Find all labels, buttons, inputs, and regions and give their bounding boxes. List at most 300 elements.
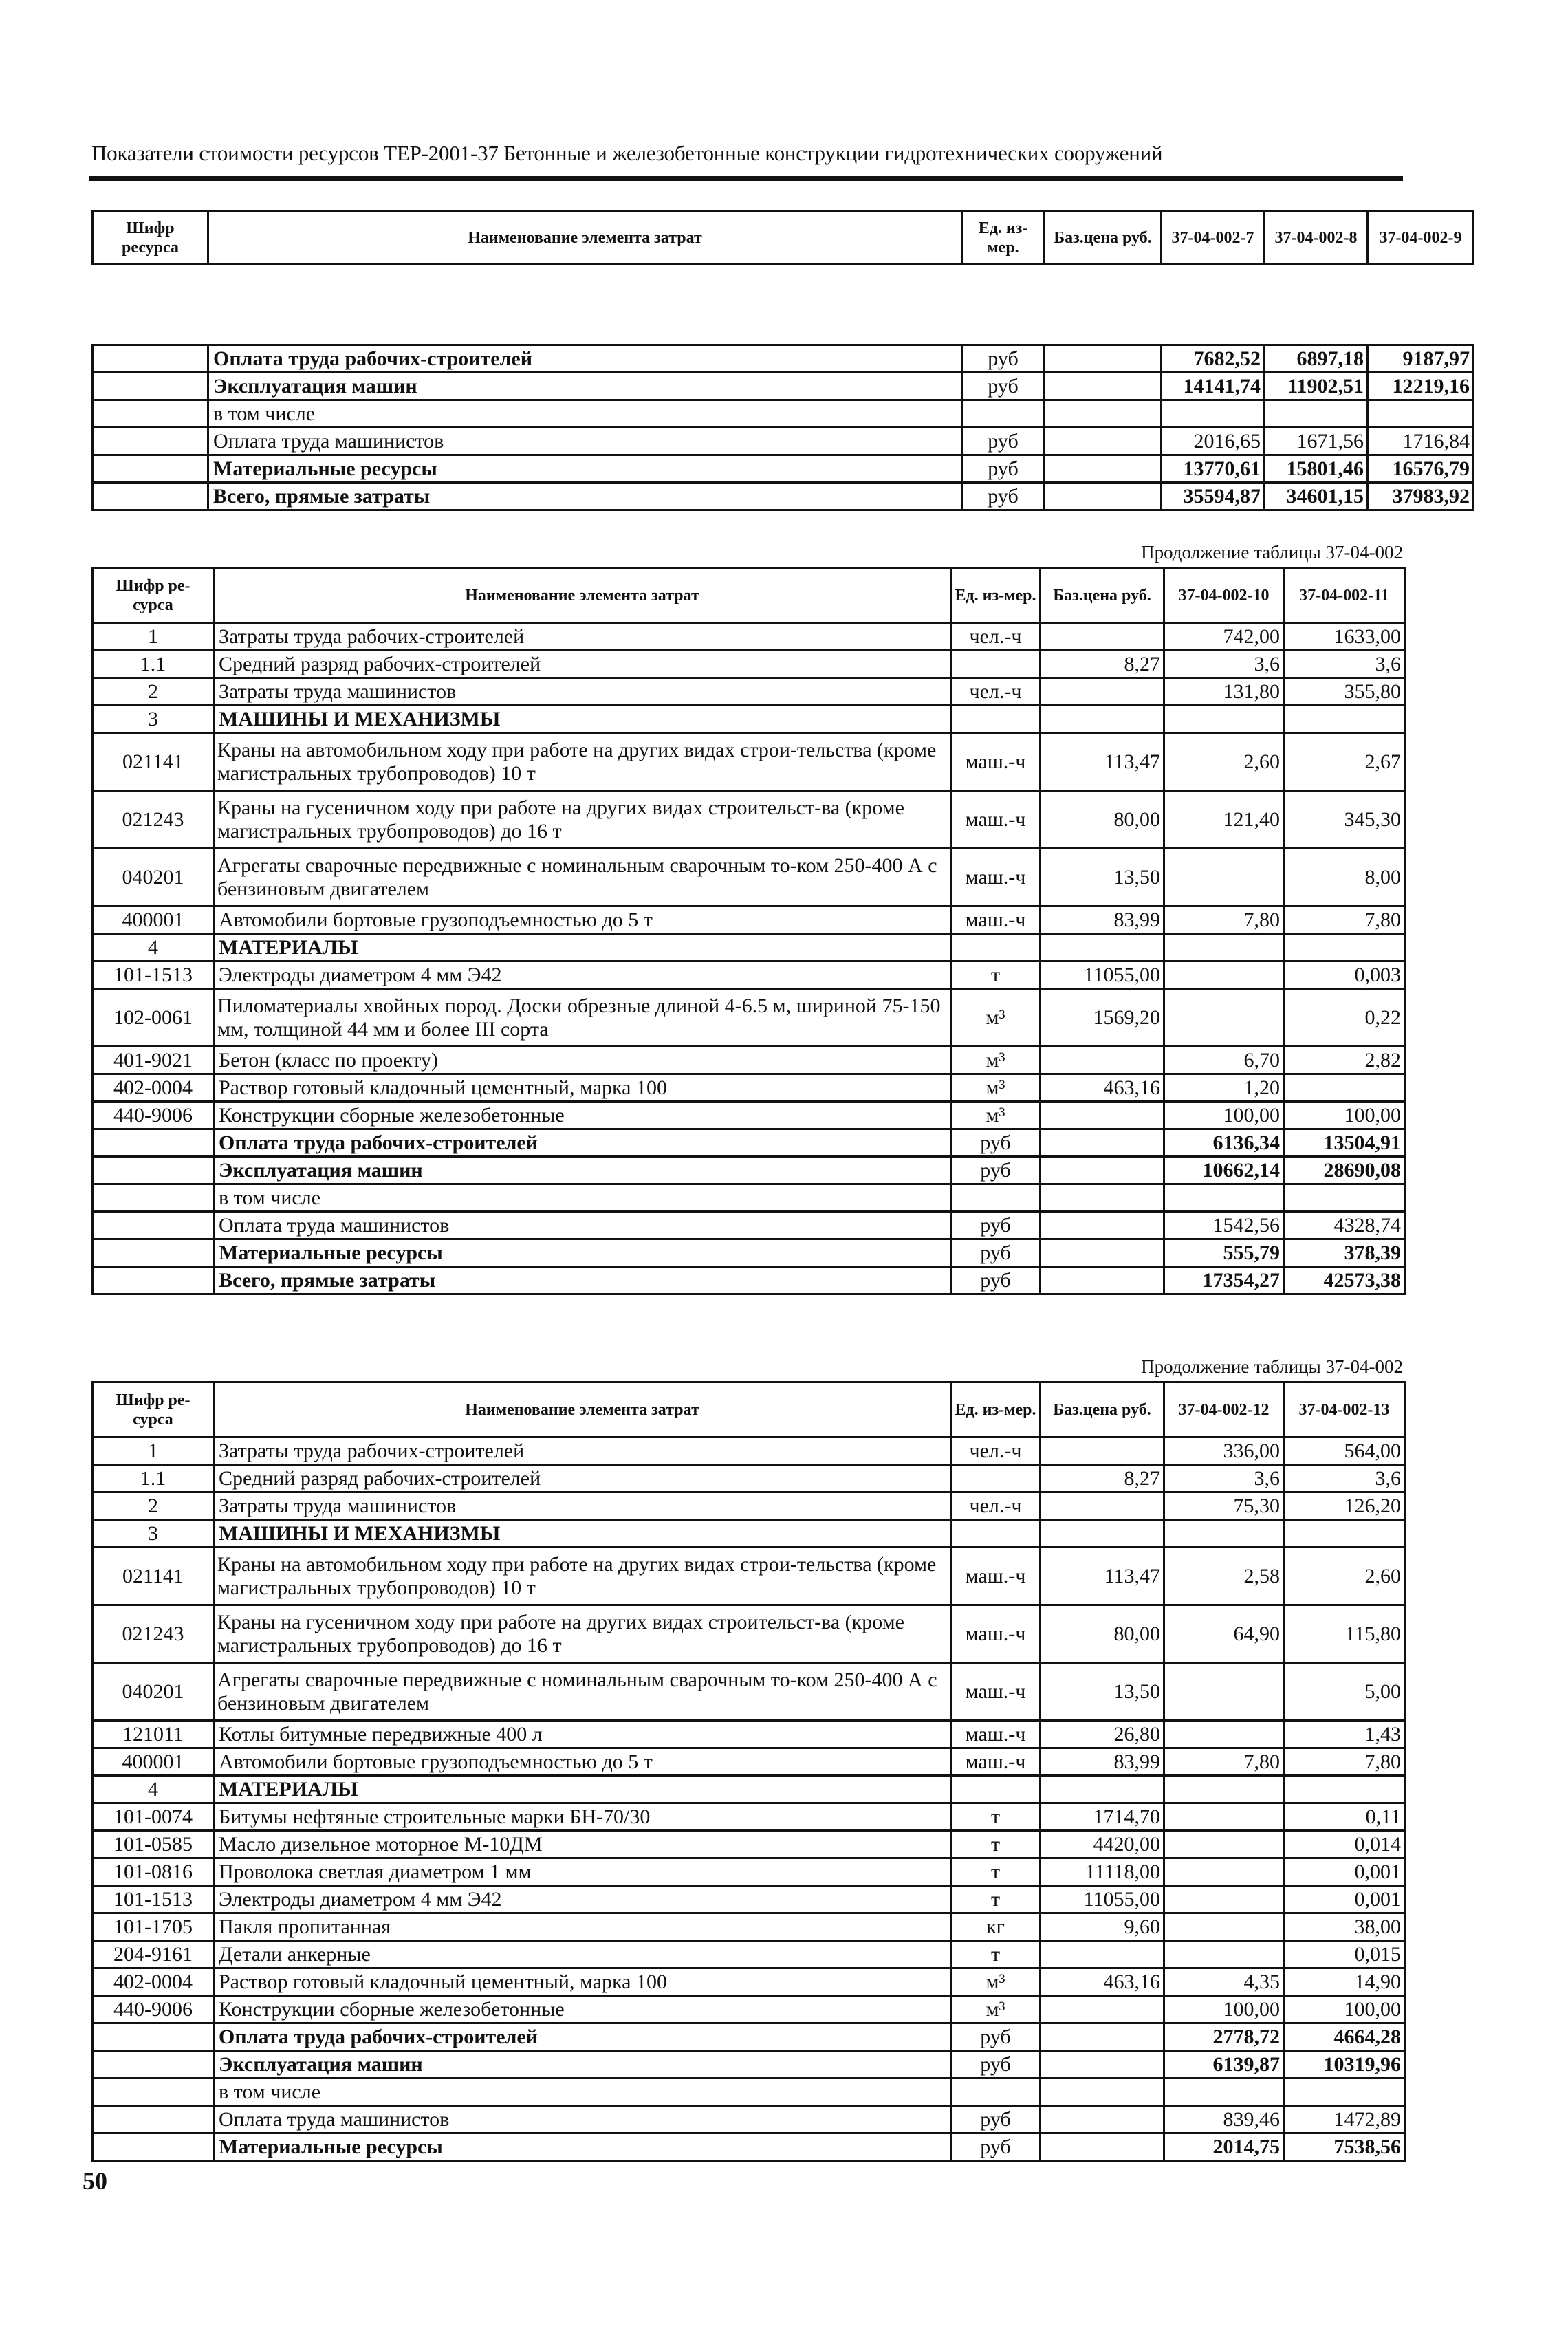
cell-unit (951, 706, 1041, 733)
cell-value-1 (1164, 1721, 1284, 1748)
cell-value-2: 7,80 (1284, 906, 1405, 934)
cell-value-1 (1164, 1520, 1284, 1547)
cell-unit: м³ (951, 1047, 1041, 1074)
cell-name: Средний разряд рабочих-строителей (214, 1465, 951, 1492)
cell-code: 1.1 (93, 1465, 214, 1492)
table-row (93, 1520, 1405, 1547)
cell-base (1045, 483, 1162, 510)
cell-value-2: 14,90 (1284, 1968, 1405, 1996)
cell-unit: т (951, 1831, 1041, 1858)
cell-value-2: 126,20 (1284, 1492, 1405, 1520)
cell-name: Электроды диаметром 4 мм Э42 (214, 962, 951, 989)
cell-code: 101-1513 (93, 1886, 214, 1913)
cell-code: 040201 (93, 849, 214, 906)
cell-name: Пакля пропитанная (214, 1913, 951, 1941)
cell-unit: м³ (951, 1996, 1041, 2023)
cell-value-2: 6897,18 (1265, 345, 1368, 373)
table-row (93, 1437, 1405, 1465)
cell-unit (951, 1520, 1041, 1547)
cell-unit: маш.-ч (951, 1748, 1041, 1776)
cell-value-2: 4328,74 (1284, 1212, 1405, 1239)
table-row (93, 483, 1474, 510)
cell-code (93, 483, 208, 510)
table-row (93, 733, 1405, 791)
cell-value-3 (1368, 400, 1474, 428)
cell-code (93, 1184, 214, 1212)
cell-code: 1 (93, 1437, 214, 1465)
cell-base (1041, 1492, 1164, 1520)
cell-base (1041, 1157, 1164, 1184)
cell-name: Оплата труда машинистов (214, 1212, 951, 1239)
table-row (93, 1184, 1405, 1212)
cell-value-1 (1164, 1941, 1284, 1968)
cell-unit: т (951, 1803, 1041, 1831)
cell-value-3: 16576,79 (1368, 455, 1474, 483)
cell-unit (962, 400, 1045, 428)
table-row (93, 2133, 1405, 2161)
cell-base (1045, 373, 1162, 400)
cell-name: Бетон (класс по проекту) (214, 1047, 951, 1074)
cell-unit: маш.-ч (951, 733, 1041, 791)
cell-unit: чел.-ч (951, 1437, 1041, 1465)
cell-base: 13,50 (1041, 1663, 1164, 1721)
cell-name: Оплата труда машинистов (208, 428, 962, 455)
cell-value-2: 0,014 (1284, 1831, 1405, 1858)
cell-value-2: 8,00 (1284, 849, 1405, 906)
cell-value-2: 38,00 (1284, 1913, 1405, 1941)
table1-header (91, 210, 1474, 265)
cell-name: Конструкции сборные железобетонные (214, 1102, 951, 1129)
cell-value-2: 4664,28 (1284, 2023, 1405, 2051)
cell-base (1041, 678, 1164, 706)
cell-value-1: 2014,75 (1164, 2133, 1284, 2161)
cell-value-2: 1671,56 (1265, 428, 1368, 455)
col-unit-header: Ед. из-мер. (951, 568, 1041, 623)
cell-value-2: 3,6 (1284, 651, 1405, 678)
cell-name: Всего, прямые затраты (214, 1267, 951, 1294)
cell-name: в том числе (214, 2078, 951, 2106)
cell-base (1041, 1239, 1164, 1267)
cell-value-1: 17354,27 (1164, 1267, 1284, 1294)
cell-code: 440-9006 (93, 1102, 214, 1129)
cell-name: Затраты труда машинистов (214, 678, 951, 706)
cell-code (93, 1239, 214, 1267)
cell-unit: руб (951, 2023, 1041, 2051)
cell-value-2: 28690,08 (1284, 1157, 1405, 1184)
cell-base: 83,99 (1041, 906, 1164, 934)
cell-unit: руб (951, 1212, 1041, 1239)
cell-unit: руб (951, 2133, 1041, 2161)
cell-code: 021243 (93, 791, 214, 849)
table-row (93, 2106, 1405, 2133)
cell-value-1 (1164, 1776, 1284, 1803)
cell-value-1: 6136,34 (1164, 1129, 1284, 1157)
cell-value-2: 2,82 (1284, 1047, 1405, 1074)
col-unit-header: Ед. из-мер. (962, 211, 1045, 265)
cell-code: 101-0074 (93, 1803, 214, 1831)
cell-code: 1 (93, 623, 214, 651)
table-row (93, 934, 1405, 962)
cell-value-2: 13504,91 (1284, 1129, 1405, 1157)
cell-code (93, 400, 208, 428)
cell-value-1 (1164, 1184, 1284, 1212)
cell-value-2: 42573,38 (1284, 1267, 1405, 1294)
cell-unit: м³ (951, 989, 1041, 1047)
cell-base (1041, 1437, 1164, 1465)
table-row (93, 2023, 1405, 2051)
cell-unit: маш.-ч (951, 1663, 1041, 1721)
cell-unit: чел.-ч (951, 1492, 1041, 1520)
cell-value-1 (1164, 1831, 1284, 1858)
cell-value-2: 7538,56 (1284, 2133, 1405, 2161)
cell-value-1: 2,60 (1164, 733, 1284, 791)
table-row (93, 989, 1405, 1047)
cell-code: 400001 (93, 906, 214, 934)
table-row (93, 1886, 1405, 1913)
cell-name: Оплата труда рабочих-строителей (214, 2023, 951, 2051)
cell-code (93, 345, 208, 373)
header-rule (89, 176, 1403, 181)
table-row (93, 791, 1405, 849)
table-row (93, 1547, 1405, 1605)
cell-value-2: 0,003 (1284, 962, 1405, 989)
cell-unit: маш.-ч (951, 906, 1041, 934)
table-row (93, 1663, 1405, 1721)
cell-base (1041, 1776, 1164, 1803)
cell-base (1045, 345, 1162, 373)
cell-base: 11055,00 (1041, 962, 1164, 989)
table1-totals (91, 344, 1474, 511)
cell-value-1 (1164, 1803, 1284, 1831)
cell-name: Затраты труда рабочих-строителей (214, 623, 951, 651)
cell-unit (951, 651, 1041, 678)
cell-value-1: 742,00 (1164, 623, 1284, 651)
cell-unit: руб (951, 2051, 1041, 2078)
col-name-header: Наименование элемента затрат (214, 1382, 951, 1437)
cell-base (1041, 1212, 1164, 1239)
cell-value-1: 3,6 (1164, 1465, 1284, 1492)
cell-value-2: 2,60 (1284, 1547, 1405, 1605)
cell-unit: т (951, 1941, 1041, 1968)
cell-value-3: 9187,97 (1368, 345, 1474, 373)
table-row (93, 962, 1405, 989)
cell-base: 1569,20 (1041, 989, 1164, 1047)
table-row (93, 1605, 1405, 1663)
cell-name: Краны на гусеничном ходу при работе на других видах строительст-ва (кроме магистральных трубопроводов) до 16 т (214, 1605, 951, 1663)
cell-value-1: 75,30 (1164, 1492, 1284, 1520)
table-row (93, 1047, 1405, 1074)
cell-name: Эксплуатация машин (208, 373, 962, 400)
table2-continuation: Продолжение таблицы 37-04-002 (1141, 542, 1403, 563)
cell-base (1041, 706, 1164, 733)
cell-base (1041, 1047, 1164, 1074)
col-base-header: Баз.цена руб. (1041, 568, 1164, 623)
cell-name: Раствор готовый кладочный цементный, марка 100 (214, 1968, 951, 1996)
cell-value-1: 131,80 (1164, 678, 1284, 706)
cell-base (1041, 1129, 1164, 1157)
cell-value-2 (1265, 400, 1368, 428)
table-row (93, 623, 1405, 651)
col-code-header: Шифр ре-сурса (93, 1382, 214, 1437)
table-row (93, 455, 1474, 483)
cell-value-2: 115,80 (1284, 1605, 1405, 1663)
cell-base (1041, 2133, 1164, 2161)
cell-code (93, 1157, 214, 1184)
cell-value-1: 4,35 (1164, 1968, 1284, 1996)
cell-value-2: 355,80 (1284, 678, 1405, 706)
cell-code (93, 2078, 214, 2106)
cell-value-1 (1164, 1886, 1284, 1913)
cell-code: 400001 (93, 1748, 214, 1776)
cell-name: Оплата труда рабочих-строителей (208, 345, 962, 373)
table-row (93, 1968, 1405, 1996)
cell-base: 13,50 (1041, 849, 1164, 906)
cell-name: Агрегаты сварочные передвижные с номинальным сварочным то-ком 250-400 А с бензиновым двигателем (214, 1663, 951, 1721)
cell-code: 102-0061 (93, 989, 214, 1047)
cell-code (93, 455, 208, 483)
cell-value-2: 2,67 (1284, 733, 1405, 791)
cell-value-2: 0,001 (1284, 1858, 1405, 1886)
cell-value-1: 2,58 (1164, 1547, 1284, 1605)
cell-value-1: 121,40 (1164, 791, 1284, 849)
cell-code: 021141 (93, 733, 214, 791)
cell-unit: руб (962, 345, 1045, 373)
cell-name: Всего, прямые затраты (208, 483, 962, 510)
table-row (93, 1157, 1405, 1184)
table-row (93, 1858, 1405, 1886)
cell-value-2: 100,00 (1284, 1996, 1405, 2023)
cell-value-1 (1162, 400, 1265, 428)
cell-base: 113,47 (1041, 733, 1164, 791)
cell-code (93, 2023, 214, 2051)
cell-name: Конструкции сборные железобетонные (214, 1996, 951, 2023)
table3 (91, 1381, 1406, 2162)
cell-value-1: 6139,87 (1164, 2051, 1284, 2078)
cell-value-1 (1164, 849, 1284, 906)
cell-value-2 (1284, 1074, 1405, 1102)
cell-value-1 (1164, 962, 1284, 989)
cell-value-1: 35594,87 (1162, 483, 1265, 510)
cell-value-1 (1164, 706, 1284, 733)
cell-code: 204-9161 (93, 1941, 214, 1968)
cell-code: 4 (93, 934, 214, 962)
cell-value-2 (1284, 1184, 1405, 1212)
cell-code: 2 (93, 678, 214, 706)
cell-value-1: 336,00 (1164, 1437, 1284, 1465)
cell-value-2: 100,00 (1284, 1102, 1405, 1129)
cell-code (93, 2133, 214, 2161)
cell-code: 101-1513 (93, 962, 214, 989)
cell-unit: чел.-ч (951, 678, 1041, 706)
cell-name: МАШИНЫ И МЕХАНИЗМЫ (214, 1520, 951, 1547)
cell-value-1: 64,90 (1164, 1605, 1284, 1663)
table-row (93, 400, 1474, 428)
table-row (93, 1267, 1405, 1294)
cell-base (1041, 623, 1164, 651)
table-row (93, 1074, 1405, 1102)
cell-unit: руб (962, 483, 1045, 510)
cell-code: 1.1 (93, 651, 214, 678)
table-row (93, 651, 1405, 678)
page-number: 50 (83, 2167, 107, 2195)
cell-value-1: 3,6 (1164, 651, 1284, 678)
cell-base: 11055,00 (1041, 1886, 1164, 1913)
table-row (93, 1913, 1405, 1941)
cell-base: 80,00 (1041, 791, 1164, 849)
table-row (93, 2078, 1405, 2106)
cell-code (93, 1129, 214, 1157)
cell-base (1041, 1520, 1164, 1547)
cell-unit: т (951, 962, 1041, 989)
cell-code (93, 1267, 214, 1294)
cell-unit: маш.-ч (951, 1721, 1041, 1748)
cell-unit: руб (962, 373, 1045, 400)
cell-value-2: 1633,00 (1284, 623, 1405, 651)
cell-value-1: 100,00 (1164, 1102, 1284, 1129)
cell-base: 1714,70 (1041, 1803, 1164, 1831)
cell-name: Битумы нефтяные строительные марки БН-70/30 (214, 1803, 951, 1831)
cell-value-2: 1,43 (1284, 1721, 1405, 1748)
cell-value-3: 12219,16 (1368, 373, 1474, 400)
table-row (93, 345, 1474, 373)
cell-base (1041, 2106, 1164, 2133)
cell-base (1041, 1102, 1164, 1129)
cell-base: 26,80 (1041, 1721, 1164, 1748)
cell-value-3: 1716,84 (1368, 428, 1474, 455)
cell-unit (951, 934, 1041, 962)
table-row (93, 1776, 1405, 1803)
cell-value-2: 10319,96 (1284, 2051, 1405, 2078)
cell-name: Агрегаты сварочные передвижные с номинальным сварочным то-ком 250-400 А с бензиновым двигателем (214, 849, 951, 906)
cell-value-2: 564,00 (1284, 1437, 1405, 1465)
cell-value-2: 0,11 (1284, 1803, 1405, 1831)
col-c1-header: 37-04-002-12 (1164, 1382, 1284, 1437)
table2 (91, 567, 1406, 1295)
cell-base: 11118,00 (1041, 1858, 1164, 1886)
cell-name: Затраты труда рабочих-строителей (214, 1437, 951, 1465)
table-row (93, 1803, 1405, 1831)
cell-value-1: 555,79 (1164, 1239, 1284, 1267)
cell-unit (951, 2078, 1041, 2106)
page-title: Показатели стоимости ресурсов ТЕР-2001-37 Бетонные и железобетонные конструкции гидротехнических сооружений (91, 141, 1163, 165)
cell-code: 4 (93, 1776, 214, 1803)
cell-unit (951, 1776, 1041, 1803)
cell-unit: маш.-ч (951, 1547, 1041, 1605)
cell-code (93, 2106, 214, 2133)
cell-base: 9,60 (1041, 1913, 1164, 1941)
cell-code (93, 428, 208, 455)
cell-value-2: 5,00 (1284, 1663, 1405, 1721)
cell-value-2 (1284, 706, 1405, 733)
cell-base: 113,47 (1041, 1547, 1164, 1605)
cell-value-2: 0,22 (1284, 989, 1405, 1047)
cell-base (1045, 428, 1162, 455)
cell-name: в том числе (208, 400, 962, 428)
cell-name: МАТЕРИАЛЫ (214, 1776, 951, 1803)
cell-value-1: 2016,65 (1162, 428, 1265, 455)
cell-name: Материальные ресурсы (214, 2133, 951, 2161)
cell-code: 101-0816 (93, 1858, 214, 1886)
cell-code: 040201 (93, 1663, 214, 1721)
cell-base: 4420,00 (1041, 1831, 1164, 1858)
col-unit-header: Ед. из-мер. (951, 1382, 1041, 1437)
col-name-header: Наименование элемента затрат (208, 211, 962, 265)
cell-unit: руб (962, 428, 1045, 455)
col-c2-header: 37-04-002-13 (1284, 1382, 1405, 1437)
cell-code: 3 (93, 1520, 214, 1547)
cell-value-1: 10662,14 (1164, 1157, 1284, 1184)
table-row (93, 1212, 1405, 1239)
cell-value-2: 0,015 (1284, 1941, 1405, 1968)
cell-unit: маш.-ч (951, 791, 1041, 849)
cell-unit: кг (951, 1913, 1041, 1941)
cell-value-2: 3,6 (1284, 1465, 1405, 1492)
cell-code: 440-9006 (93, 1996, 214, 2023)
col-c2-header: 37-04-002-8 (1265, 211, 1368, 265)
col-c1-header: 37-04-002-10 (1164, 568, 1284, 623)
col-code-header: Шифр ресурса (93, 211, 208, 265)
col-c3-header: 37-04-002-9 (1368, 211, 1474, 265)
cell-value-1 (1164, 1858, 1284, 1886)
cell-value-1: 13770,61 (1162, 455, 1265, 483)
table-row (93, 1492, 1405, 1520)
cell-value-2: 7,80 (1284, 1748, 1405, 1776)
cell-base (1041, 1267, 1164, 1294)
table-row (93, 906, 1405, 934)
cell-value-2: 11902,51 (1265, 373, 1368, 400)
cell-value-1 (1164, 2078, 1284, 2106)
cell-name: Котлы битумные передвижные 400 л (214, 1721, 951, 1748)
cell-base (1041, 1941, 1164, 1968)
table-row (93, 706, 1405, 733)
cell-code: 2 (93, 1492, 214, 1520)
cell-value-3: 37983,92 (1368, 483, 1474, 510)
cell-code: 101-0585 (93, 1831, 214, 1858)
table-row (93, 1102, 1405, 1129)
cell-code: 121011 (93, 1721, 214, 1748)
cell-value-1 (1164, 1663, 1284, 1721)
cell-name: Масло дизельное моторное М-10ДМ (214, 1831, 951, 1858)
cell-value-2 (1284, 934, 1405, 962)
cell-base: 83,99 (1041, 1748, 1164, 1776)
cell-name: МАТЕРИАЛЫ (214, 934, 951, 962)
cell-name: Оплата труда машинистов (214, 2106, 951, 2133)
cell-unit: чел.-ч (951, 623, 1041, 651)
cell-name: Краны на автомобильном ходу при работе на других видах строи-тельства (кроме магистральных трубопроводов) 10 т (214, 1547, 951, 1605)
cell-code (93, 2051, 214, 2078)
cell-base: 8,27 (1041, 1465, 1164, 1492)
table-row (93, 428, 1474, 455)
cell-name: Материальные ресурсы (208, 455, 962, 483)
cell-unit: руб (951, 1267, 1041, 1294)
table-row (93, 1721, 1405, 1748)
table-row (93, 1941, 1405, 1968)
cell-unit: м³ (951, 1074, 1041, 1102)
cell-unit: м³ (951, 1102, 1041, 1129)
cell-base (1041, 934, 1164, 962)
cell-value-1 (1164, 1913, 1284, 1941)
col-code-header: Шифр ре-сурса (93, 568, 214, 623)
cell-base: 8,27 (1041, 651, 1164, 678)
cell-unit: т (951, 1858, 1041, 1886)
table-row (93, 1748, 1405, 1776)
cell-unit (951, 1465, 1041, 1492)
cell-code: 021243 (93, 1605, 214, 1663)
cell-code: 402-0004 (93, 1074, 214, 1102)
col-base-header: Баз.цена руб. (1045, 211, 1162, 265)
cell-code: 021141 (93, 1547, 214, 1605)
table3-continuation: Продолжение таблицы 37-04-002 (1141, 1356, 1403, 1377)
